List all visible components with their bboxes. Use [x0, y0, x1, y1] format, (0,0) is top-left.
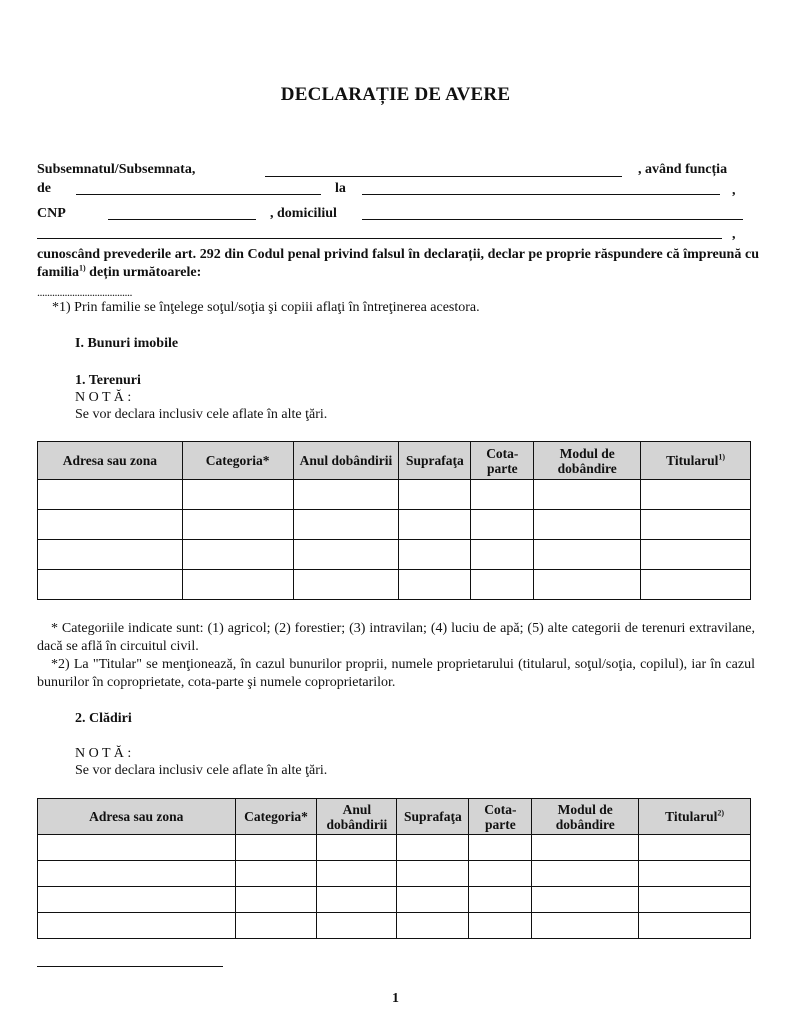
cnp-field-line[interactable]	[108, 219, 256, 220]
table-cell[interactable]	[182, 540, 293, 570]
table-cell[interactable]	[38, 480, 183, 510]
footnote-family: *1) Prin familie se înţelege soţul/soţia şi copiii aflaţi în întreţinerea acestora.	[52, 300, 480, 315]
col-adresa: Adresa sau zona	[38, 442, 183, 480]
table-cell[interactable]	[469, 913, 532, 939]
table-cell[interactable]	[532, 861, 639, 887]
col-categoria: Categoria*	[182, 442, 293, 480]
la-label: la	[335, 181, 346, 196]
table-cell[interactable]	[399, 570, 471, 600]
table-cell[interactable]	[399, 510, 471, 540]
titular-note: *2) La "Titular" se menţionează, în cazul bunurilor proprii, numele proprietarului (titularul, soţul/soţia, copilul), iar în cazul bunurilor în coproprietate, cota-parte şi numele coproprietarilor.	[37, 657, 755, 690]
table-cell[interactable]	[317, 861, 397, 887]
table-cell[interactable]	[534, 570, 641, 600]
table-cell[interactable]	[235, 913, 317, 939]
table-cell[interactable]	[534, 540, 641, 570]
table-cell[interactable]	[469, 835, 532, 861]
declaration-text: cunoscând prevederile art. 292 din Codul penal privind falsul în declarații, declar pe proprie răspundere că împreună cu familia	[37, 247, 759, 280]
table-cell[interactable]	[293, 480, 399, 510]
table-row	[38, 510, 751, 540]
name-field-line[interactable]	[265, 176, 622, 177]
titular-footnote-ref: 2)	[717, 808, 725, 818]
comma-1: ,	[732, 183, 736, 198]
table-row	[38, 480, 751, 510]
table-cell[interactable]	[641, 540, 751, 570]
table-cell[interactable]	[641, 480, 751, 510]
footnote-separator	[37, 966, 223, 967]
col-cota-parte: Cota-parte	[469, 799, 532, 835]
categorii-note: * Categoriile indicate sunt: (1) agricol; (2) forestier; (3) intravilan; (4) luciu de apă; (5) alte categorii de terenuri extravilane, dacă se află în circuitul civil.	[37, 621, 755, 654]
table-cell[interactable]	[469, 861, 532, 887]
table-cell[interactable]	[639, 835, 751, 861]
col-modul-dobandire: Modul de dobândire	[532, 799, 639, 835]
table-cell[interactable]	[469, 887, 532, 913]
col-titularul-label: Titularul	[665, 809, 718, 824]
de-label: de	[37, 181, 51, 196]
table-cell[interactable]	[317, 835, 397, 861]
col-titularul-label: Titularul	[666, 453, 719, 468]
table-cell[interactable]	[38, 861, 236, 887]
comma-2: ,	[732, 227, 736, 242]
function-field-line[interactable]	[76, 194, 321, 195]
table-cell[interactable]	[317, 913, 397, 939]
domiciliul-label: , domiciliul	[270, 206, 337, 221]
table-cell[interactable]	[293, 570, 399, 600]
table-cell[interactable]	[38, 570, 183, 600]
table-cell[interactable]	[639, 913, 751, 939]
subsemnatul-label: Subsemnatul/Subsemnata,	[37, 162, 196, 177]
table-cell[interactable]	[235, 835, 317, 861]
terenuri-nota: N O T Ă :	[75, 390, 132, 405]
page-number: 1	[392, 991, 399, 1006]
col-adresa: Adresa sau zona	[38, 799, 236, 835]
institution-field-line[interactable]	[362, 194, 720, 195]
table-cell[interactable]	[639, 887, 751, 913]
table-cell[interactable]	[641, 510, 751, 540]
table-cell[interactable]	[534, 480, 641, 510]
table-cell[interactable]	[235, 861, 317, 887]
cladiri-note-text: Se vor declara inclusiv cele aflate în alte ţări.	[75, 763, 328, 778]
col-anul-dobandirii: Anul dobândirii	[317, 799, 397, 835]
col-suprafata: Suprafaţa	[399, 442, 471, 480]
terenuri-table	[37, 441, 751, 600]
table-cell[interactable]	[38, 510, 183, 540]
table-cell[interactable]	[317, 887, 397, 913]
declaration-tail: dețin următoarele:	[85, 265, 202, 280]
table-cell[interactable]	[534, 510, 641, 540]
table-cell[interactable]	[532, 913, 639, 939]
avand-functia-label: , având funcția	[638, 162, 728, 177]
address-continuation-line[interactable]	[37, 238, 722, 239]
table-cell[interactable]	[397, 913, 469, 939]
cladiri-table	[37, 798, 751, 939]
titular-footnote-ref: 1)	[718, 452, 726, 462]
table-cell[interactable]	[641, 570, 751, 600]
table-cell[interactable]	[471, 510, 534, 540]
table-row	[38, 570, 751, 600]
col-titularul	[639, 799, 751, 835]
table-cell[interactable]	[38, 835, 236, 861]
table-cell[interactable]	[293, 540, 399, 570]
dotted-separator: ......................................	[37, 285, 132, 299]
col-suprafata: Suprafaţa	[397, 799, 469, 835]
section-bunuri-imobile-heading: I. Bunuri imobile	[75, 336, 179, 351]
col-titularul	[641, 442, 751, 480]
table-row	[38, 861, 751, 887]
table-cell[interactable]	[639, 861, 751, 887]
table-cell[interactable]	[532, 835, 639, 861]
col-modul-dobandire: Modul de dobândire	[534, 442, 641, 480]
table-cell[interactable]	[532, 887, 639, 913]
table-cell[interactable]	[293, 510, 399, 540]
table-cell[interactable]	[397, 835, 469, 861]
col-cota-parte: Cota-parte	[471, 442, 534, 480]
table-row	[38, 540, 751, 570]
terenuri-note-text: Se vor declara inclusiv cele aflate în alte ţări.	[75, 407, 328, 422]
cladiri-header-row	[38, 799, 751, 835]
table-cell[interactable]	[182, 480, 293, 510]
table-row	[38, 913, 751, 939]
declaration-footnote-ref: 1)	[79, 263, 86, 273]
table-row	[38, 835, 751, 861]
table-cell[interactable]	[399, 540, 471, 570]
table-cell[interactable]	[182, 570, 293, 600]
col-categoria: Categoria*	[235, 799, 317, 835]
col-anul-dobandirii: Anul dobândirii	[293, 442, 399, 480]
table-cell[interactable]	[471, 480, 534, 510]
terenuri-heading: 1. Terenuri	[75, 373, 141, 388]
table-cell[interactable]	[399, 480, 471, 510]
cnp-label: CNP	[37, 206, 66, 221]
address-field-line[interactable]	[362, 219, 743, 220]
table-row	[38, 887, 751, 913]
table-cell[interactable]	[471, 540, 534, 570]
table-cell[interactable]	[397, 887, 469, 913]
table-cell[interactable]	[397, 861, 469, 887]
document-title: DECLARAȚIE DE AVERE	[280, 84, 511, 105]
terenuri-header-row	[38, 442, 751, 480]
table-cell[interactable]	[182, 510, 293, 540]
table-cell[interactable]	[38, 887, 236, 913]
cladiri-heading: 2. Clădiri	[75, 711, 132, 726]
cladiri-nota: N O T Ă :	[75, 746, 132, 761]
table-cell[interactable]	[235, 887, 317, 913]
declaration-paragraph	[37, 246, 759, 282]
table-cell[interactable]	[38, 540, 183, 570]
table-cell[interactable]	[471, 570, 534, 600]
table-cell[interactable]	[38, 913, 236, 939]
